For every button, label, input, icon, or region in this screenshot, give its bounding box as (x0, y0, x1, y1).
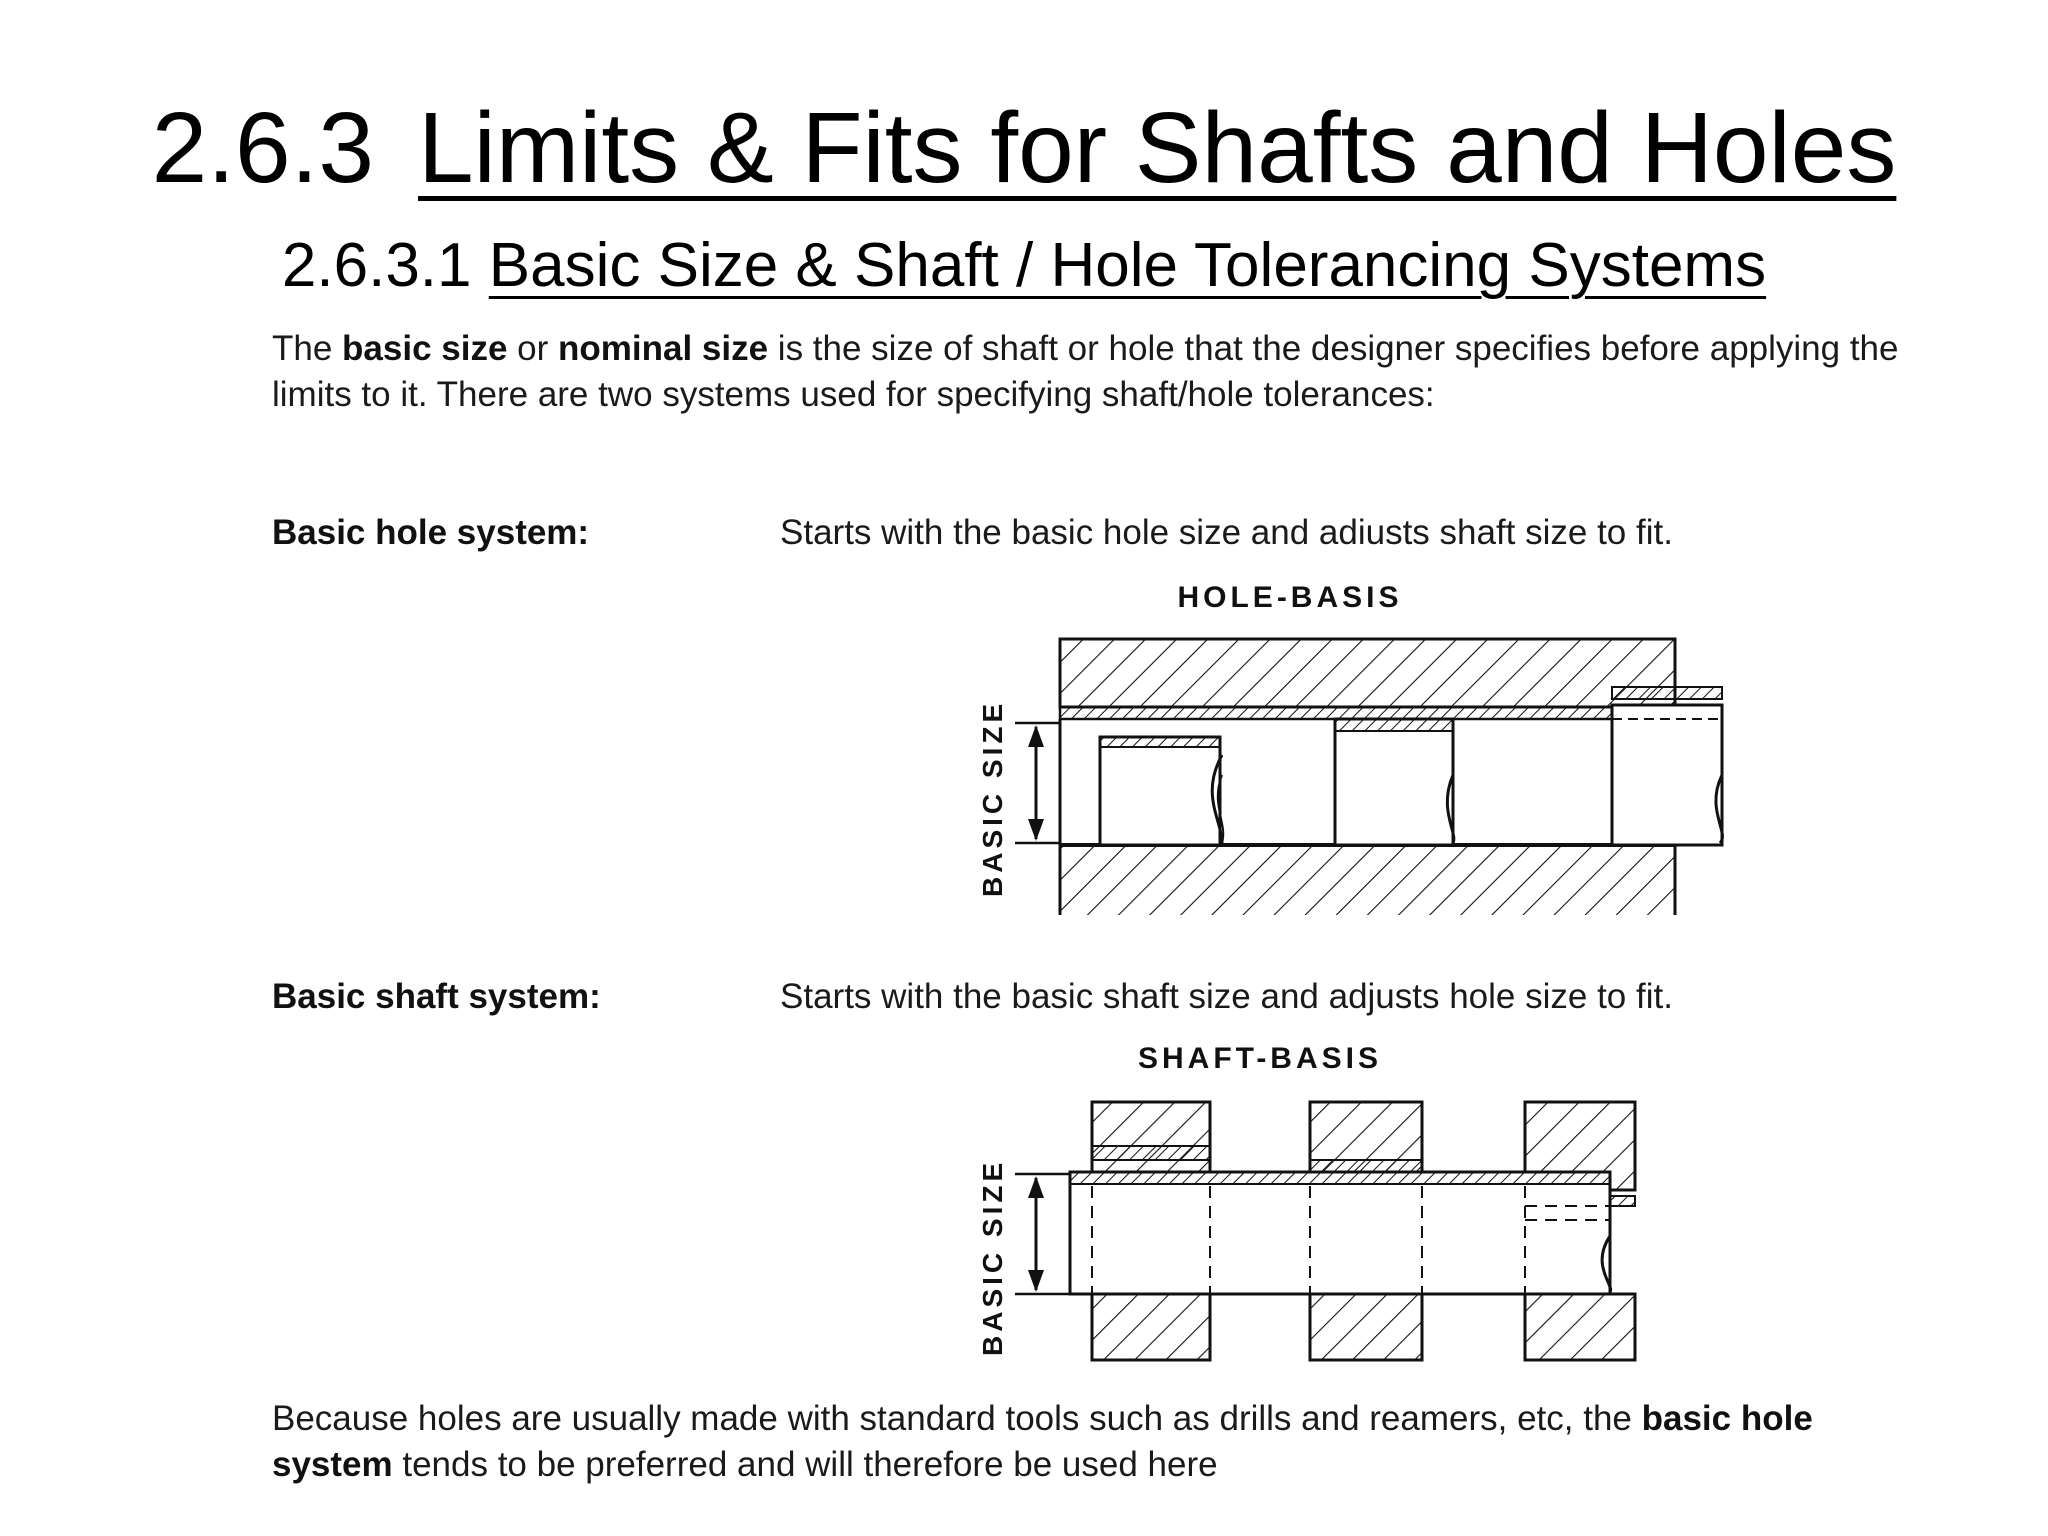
shaft-housing-1-bottom (1092, 1294, 1210, 1360)
slide-title (0, 88, 2048, 208)
hole-top-housing (1060, 639, 1675, 707)
hole-basis-title: HOLE-BASIS (1177, 581, 1403, 614)
shaft-basic-size-label: BASIC SIZE (977, 1158, 1008, 1356)
hole-system-label: Basic hole system: (272, 513, 590, 552)
intro-paragraph (272, 326, 1932, 418)
subtitle-number: 2.6.3.1 (281, 231, 472, 300)
conclusion-bold-basic-hole-system: basic hole system (272, 1399, 1813, 1484)
intro-text-2: or (507, 329, 559, 368)
title-text: Limits & Fits for Shafts and Holes (418, 92, 1897, 204)
hole-basis-diagram (960, 575, 1740, 915)
intro-bold-nominal-size: nominal size (558, 329, 769, 368)
shaft-basis-diagram (960, 1036, 1740, 1376)
conclusion-text-2: tends to be preferred and will therefore be used here (392, 1445, 1218, 1484)
shaft-system-description: Starts with the basic shaft size and adjusts hole size to fit. (780, 977, 1673, 1016)
slide-subtitle (0, 228, 2048, 304)
intro-text-3: is the size of shaft or hole that the designer specifies before applying the limits to it. There are two systems used for specifying shaft/hole tolerances: (272, 329, 1899, 414)
title-number: 2.6.3 (151, 92, 375, 204)
shaft-basis-title: SHAFT-BASIS (1137, 1042, 1383, 1075)
shaft-system-label: Basic shaft system: (272, 977, 601, 1016)
hole-top-tolerance-band (1060, 707, 1675, 719)
hole-system-description: Starts with the basic hole size and adiusts shaft size to fit. (780, 513, 1673, 552)
intro-bold-basic-size: basic size (342, 329, 508, 368)
conclusion-text-1: Because holes are usually made with standard tools such as drills and reamers, etc, the (272, 1399, 1642, 1438)
shaft-housing-1-top (1092, 1102, 1210, 1180)
subtitle-text: Basic Size & Shaft / Hole Tolerancing Systems (488, 231, 1767, 300)
hole-shaft-transition (1335, 719, 1453, 845)
intro-text-1: The (272, 329, 343, 368)
shaft-basic (1070, 1172, 1610, 1294)
conclusion-paragraph (272, 1396, 1932, 1488)
hole-bottom-housing (1060, 845, 1675, 915)
hole-basic-size-label: BASIC SIZE (977, 699, 1008, 897)
hole-shaft-interference (1612, 705, 1722, 845)
shaft-housing-2-bottom (1310, 1294, 1422, 1360)
hole-shaft-clearance (1100, 737, 1220, 845)
shaft-housing-3-bottom (1525, 1294, 1635, 1360)
